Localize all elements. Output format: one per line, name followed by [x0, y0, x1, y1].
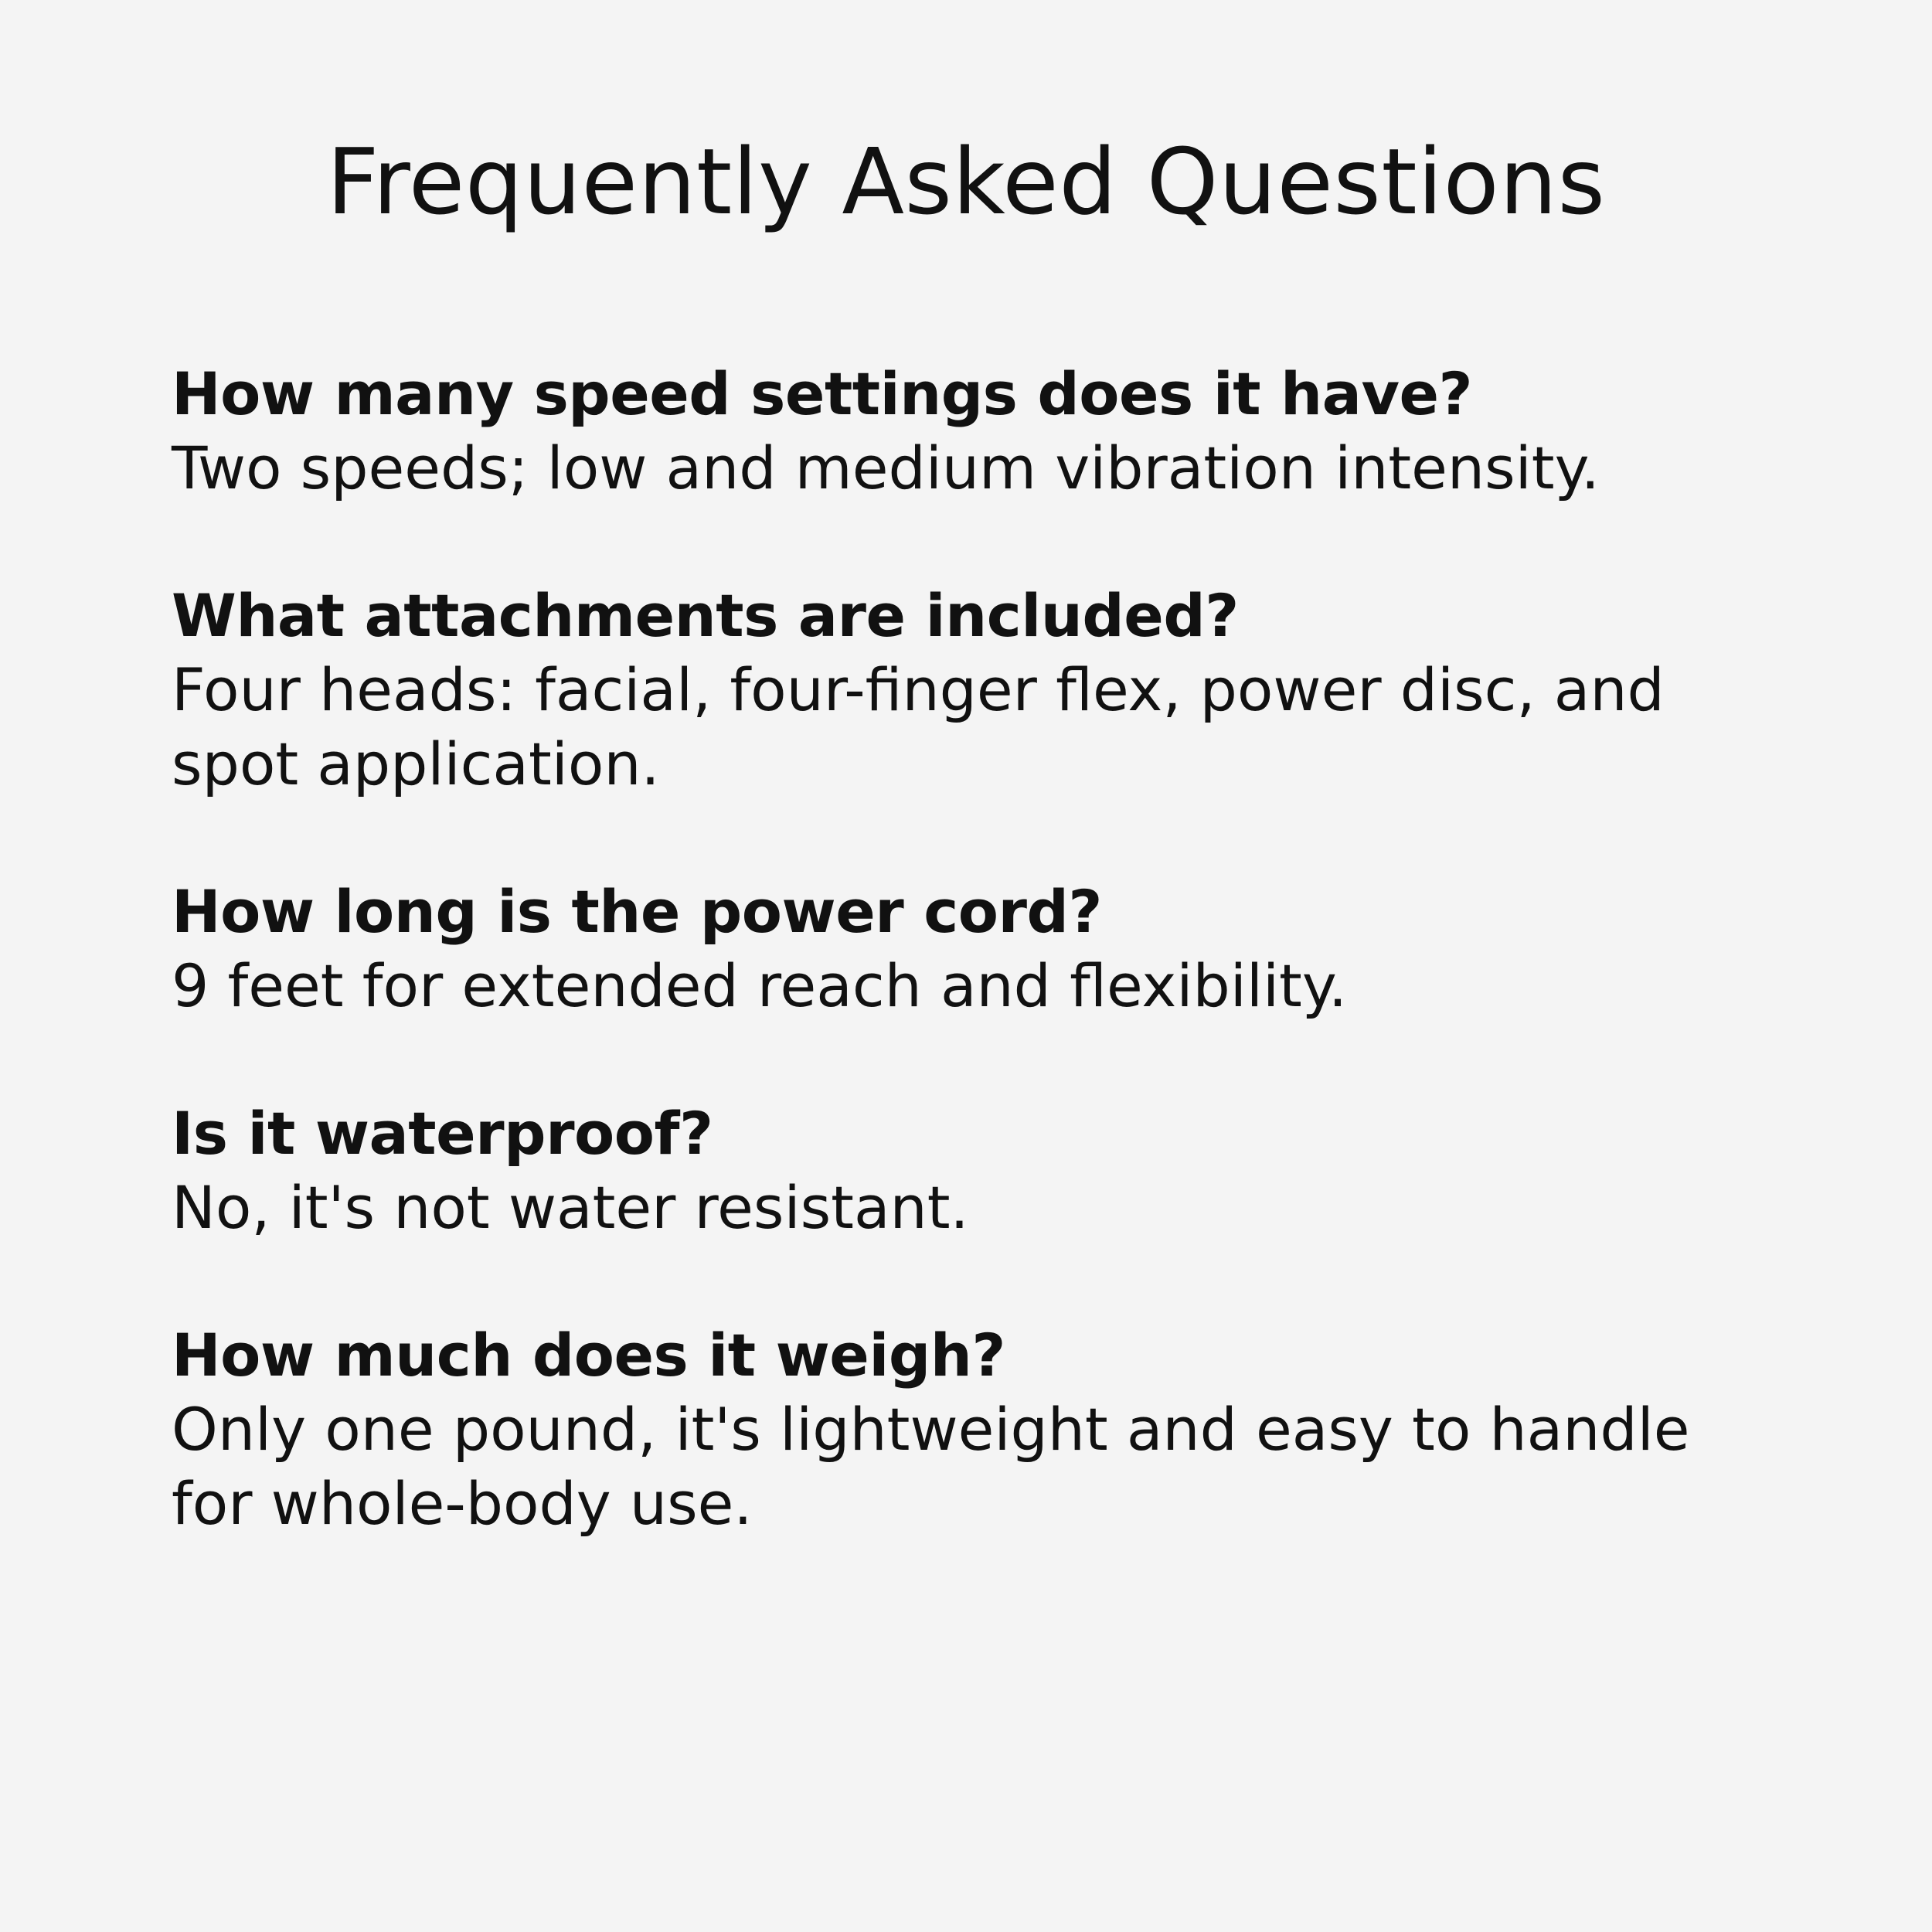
- faq-item: [172, 1318, 1779, 1541]
- page-title: Frequently Asked Questions: [326, 128, 1606, 235]
- faq-question: How much does it weigh?: [172, 1321, 1005, 1389]
- faq-question: How many speed settings does it have?: [172, 359, 1473, 428]
- faq-answer: Only one pound, it's lightweight and easy to handle for whole-body use.: [172, 1395, 1690, 1538]
- faq-list: [172, 357, 1779, 1614]
- faq-answer: Two speeds; low and medium vibration intensity.: [172, 434, 1600, 502]
- faq-question: What attachments are included?: [172, 581, 1239, 650]
- faq-answer: Four heads: facial, four-finger flex, power disc, and spot application.: [172, 655, 1665, 798]
- faq-item: [172, 875, 1779, 1023]
- faq-item: [172, 357, 1779, 505]
- faq-item: [172, 579, 1779, 801]
- faq-answer: 9 feet for extended reach and flexibility.: [172, 951, 1348, 1020]
- faq-item: [172, 1097, 1779, 1245]
- faq-answer: No, it's not water resistant.: [172, 1173, 969, 1242]
- faq-question: Is it waterproof?: [172, 1099, 713, 1168]
- faq-question: How long is the power cord?: [172, 877, 1102, 946]
